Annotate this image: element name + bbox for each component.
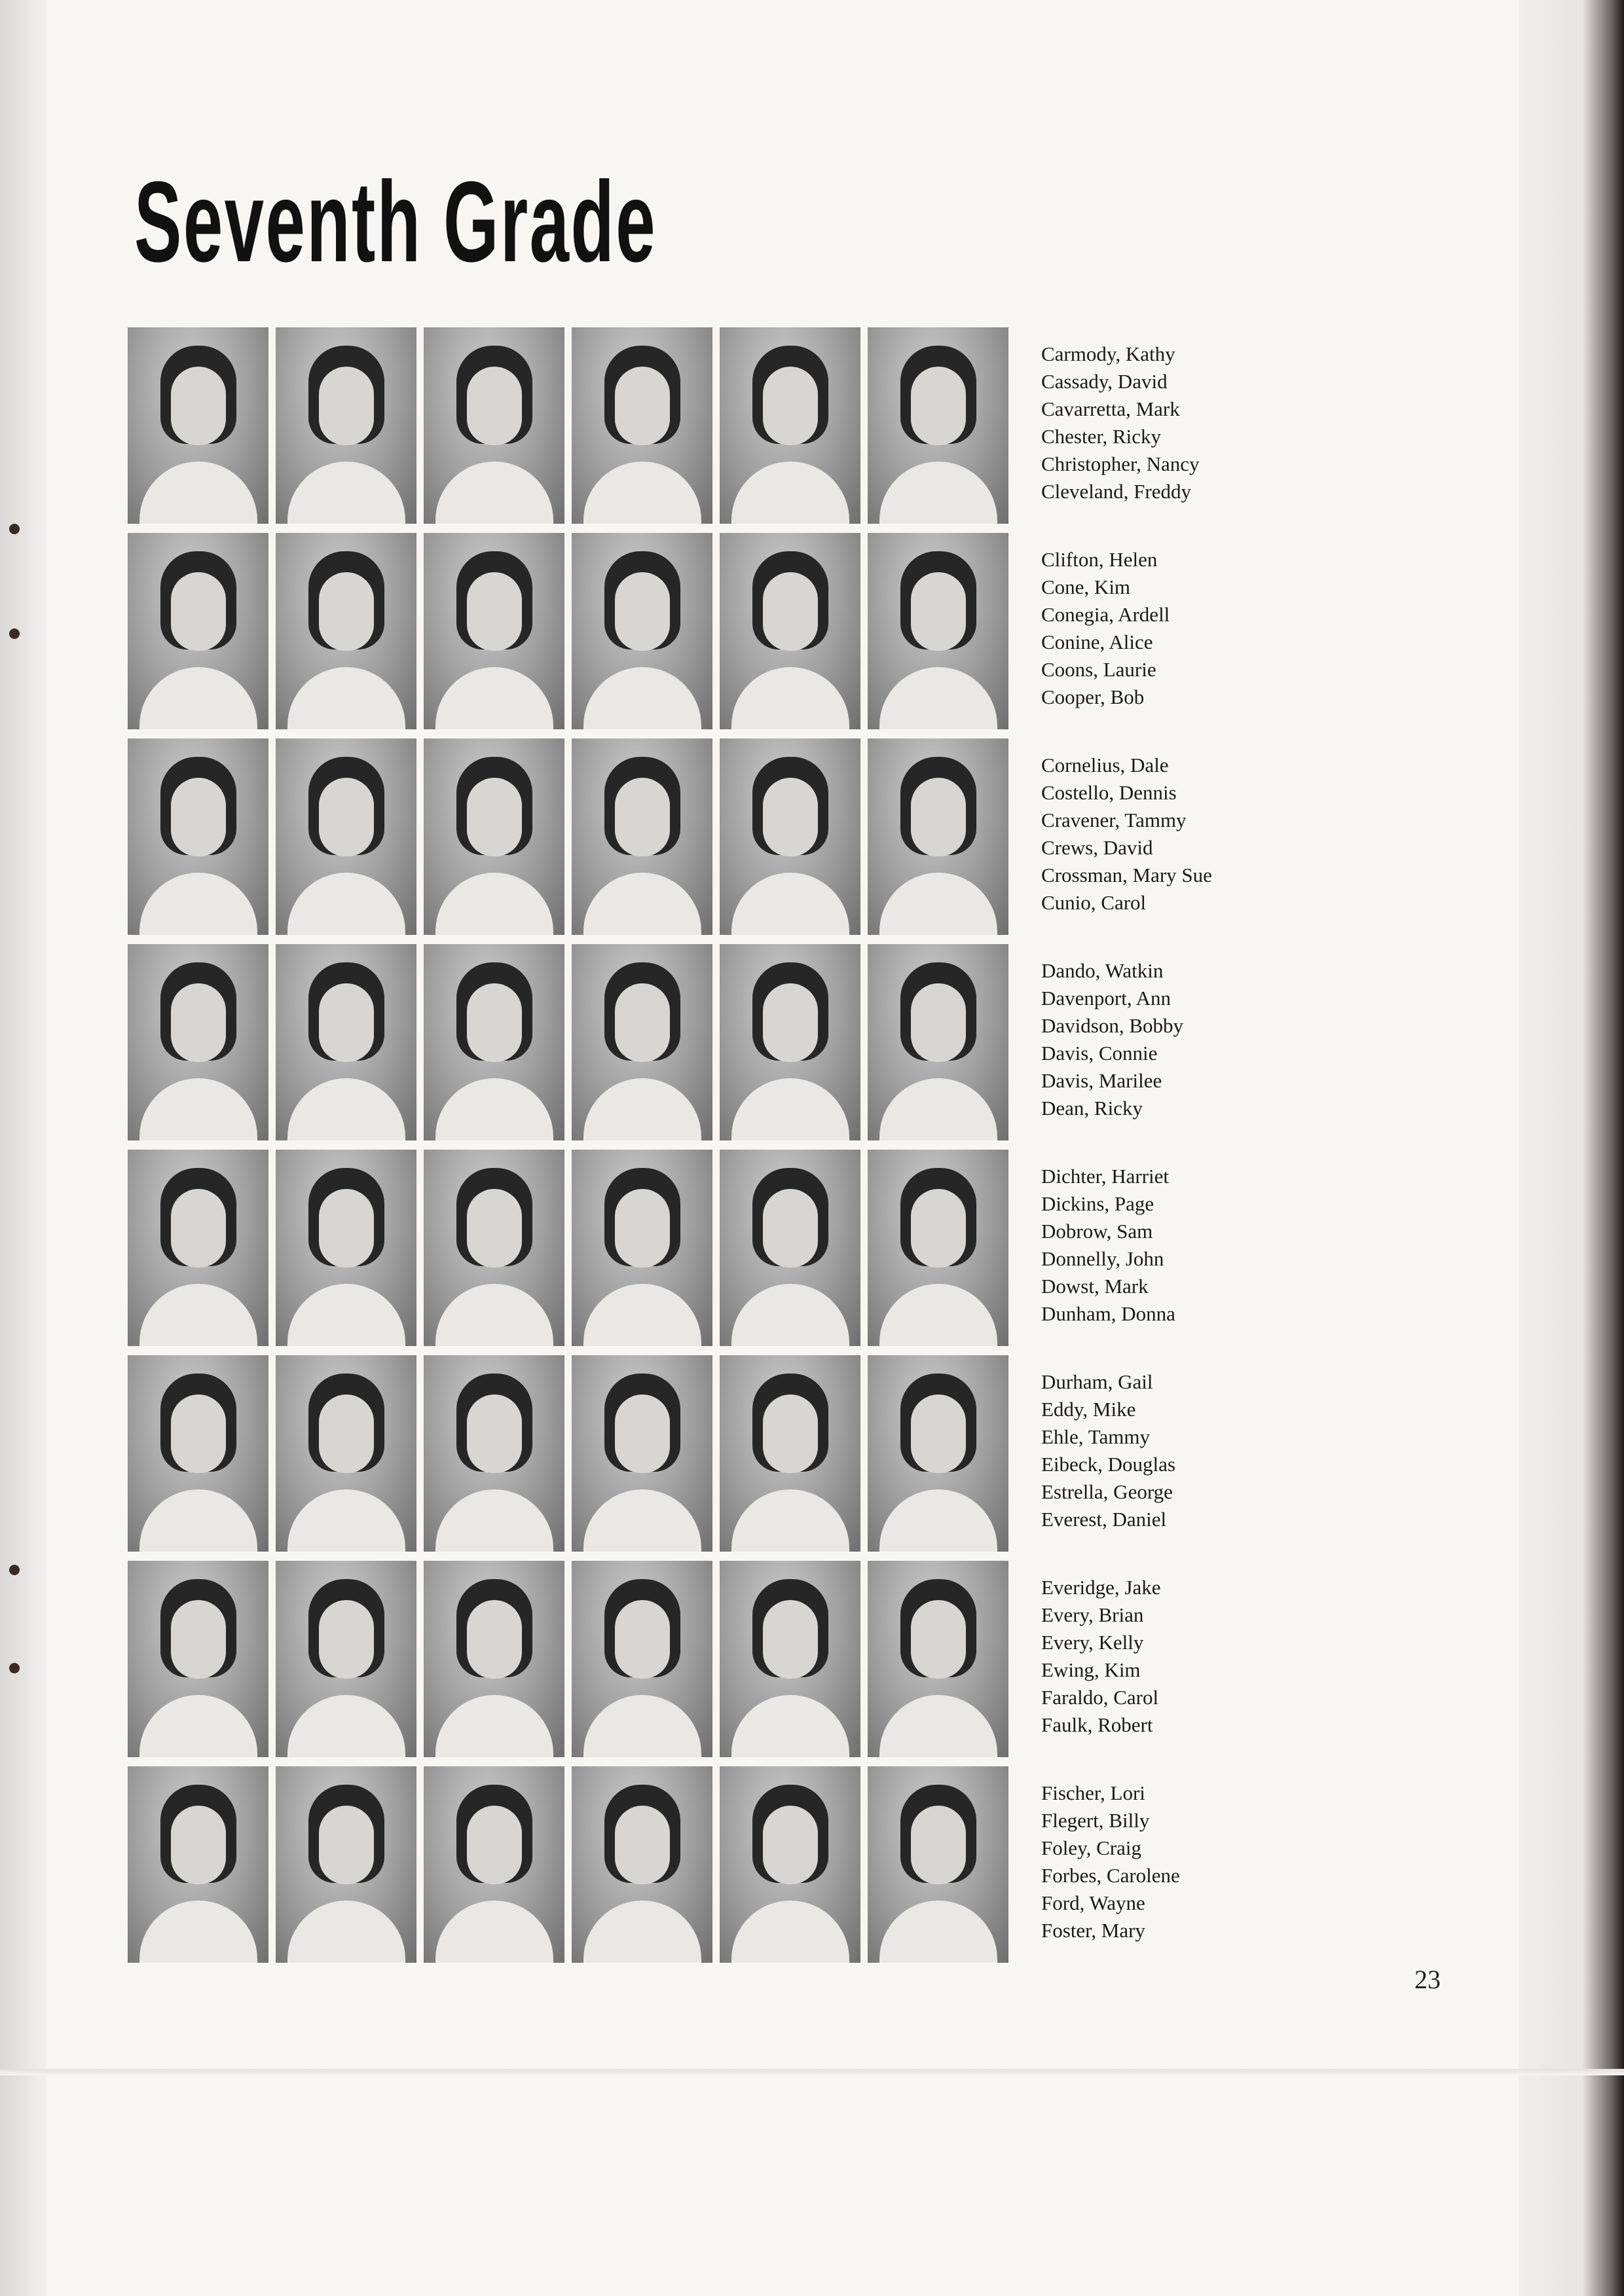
portrait-face: [615, 1189, 670, 1267]
portrait-body-shape: [731, 667, 849, 729]
student-name: Faraldo, Carol: [1041, 1686, 1159, 1709]
student-portrait: [128, 533, 268, 729]
student-name: Crews, David: [1041, 836, 1153, 859]
student-name: Davidson, Bobby: [1041, 1014, 1183, 1037]
student-portrait: [424, 1355, 564, 1552]
name-group: [1041, 1163, 1434, 1359]
student-portrait: [720, 1355, 860, 1552]
portrait-body-shape: [879, 667, 997, 729]
portrait-body-shape: [731, 1078, 849, 1140]
portrait-body-shape: [583, 1284, 701, 1346]
student-portrait: [424, 738, 564, 935]
portrait-body-shape: [435, 1078, 553, 1140]
student-name: Cavarretta, Mark: [1041, 397, 1180, 420]
portrait-face: [763, 983, 818, 1062]
portrait-face: [615, 983, 670, 1062]
portrait-face: [171, 1600, 226, 1679]
student-portrait: [868, 533, 1008, 729]
portrait-body-shape: [583, 873, 701, 935]
portrait-face: [467, 1600, 522, 1679]
portrait-face: [319, 1600, 374, 1679]
portrait-body-shape: [731, 462, 849, 524]
student-portrait: [128, 1766, 268, 1963]
student-name: Foley, Craig: [1041, 1836, 1141, 1859]
student-portrait: [128, 738, 268, 935]
student-portrait: [276, 1766, 416, 1963]
portrait-face: [763, 367, 818, 445]
portrait-body-shape: [731, 1489, 849, 1552]
student-portrait: [424, 1766, 564, 1963]
student-name: Everest, Daniel: [1041, 1508, 1167, 1531]
student-portrait: [276, 944, 416, 1140]
student-portrait: [424, 1150, 564, 1346]
student-name: Flegert, Billy: [1041, 1809, 1150, 1832]
portrait-face: [319, 1806, 374, 1884]
portrait-face: [911, 983, 966, 1062]
portrait-face: [615, 572, 670, 651]
student-name: Cone, Kim: [1041, 575, 1131, 598]
portrait-body-shape: [139, 1695, 257, 1757]
portrait-body-shape: [879, 1901, 997, 1963]
name-list: [1041, 340, 1434, 1964]
portrait-face: [171, 778, 226, 856]
portrait-face: [763, 778, 818, 856]
student-name: Estrella, George: [1041, 1480, 1173, 1503]
portrait-face: [171, 367, 226, 445]
portrait-face: [911, 1189, 966, 1267]
portrait-face: [171, 572, 226, 651]
student-portrait: [276, 1150, 416, 1346]
page-bottom-fold: [0, 2069, 1624, 2075]
student-name: Eddy, Mike: [1041, 1398, 1136, 1421]
student-name: Every, Kelly: [1041, 1631, 1144, 1654]
portrait-body-shape: [731, 1284, 849, 1346]
portrait-body-shape: [139, 1489, 257, 1552]
student-name: Crossman, Mary Sue: [1041, 864, 1212, 886]
portrait-face: [615, 1600, 670, 1679]
student-portrait: [720, 533, 860, 729]
portrait-face: [763, 1600, 818, 1679]
student-portrait: [868, 327, 1008, 524]
student-name: Davis, Connie: [1041, 1042, 1158, 1065]
student-name: Chester, Ricky: [1041, 425, 1162, 448]
student-portrait: [868, 738, 1008, 935]
portrait-face: [911, 778, 966, 856]
portrait-face: [467, 367, 522, 445]
portrait-body-shape: [139, 873, 257, 935]
student-name: Dichter, Harriet: [1041, 1165, 1169, 1188]
student-name: Dowst, Mark: [1041, 1275, 1149, 1298]
student-name: Cornelius, Dale: [1041, 754, 1169, 776]
portrait-body-shape: [435, 1284, 553, 1346]
portrait-face: [467, 1189, 522, 1267]
portrait-face: [615, 778, 670, 856]
portrait-face: [911, 572, 966, 651]
student-name: Cooper, Bob: [1041, 685, 1145, 708]
student-name: Dean, Ricky: [1041, 1097, 1143, 1120]
student-portrait: [128, 327, 268, 524]
portrait-body-shape: [583, 462, 701, 524]
portrait-body-shape: [435, 1489, 553, 1552]
student-portrait: [572, 533, 712, 729]
student-name: Ewing, Kim: [1041, 1658, 1141, 1681]
portrait-body-shape: [287, 667, 405, 729]
portrait-body-shape: [583, 1695, 701, 1757]
portrait-face: [615, 1394, 670, 1473]
student-portrait: [572, 1150, 712, 1346]
student-portrait: [720, 738, 860, 935]
portrait-face: [467, 983, 522, 1062]
student-name: Cleveland, Freddy: [1041, 480, 1192, 503]
portrait-body-shape: [139, 1284, 257, 1346]
student-name: Eibeck, Douglas: [1041, 1453, 1175, 1476]
portrait-face: [467, 1806, 522, 1884]
portrait-body-shape: [435, 667, 553, 729]
student-portrait: [572, 327, 712, 524]
name-group: [1041, 752, 1434, 948]
student-portrait: [868, 1766, 1008, 1963]
portrait-body-shape: [435, 873, 553, 935]
student-portrait: [276, 533, 416, 729]
portrait-face: [319, 367, 374, 445]
portrait-body-shape: [435, 462, 553, 524]
student-name: Cunio, Carol: [1041, 891, 1147, 914]
name-group: [1041, 1574, 1434, 1770]
portrait-body-shape: [879, 1078, 997, 1140]
name-group: [1041, 1368, 1434, 1565]
student-portrait: [424, 1561, 564, 1757]
student-name: Ford, Wayne: [1041, 1891, 1145, 1914]
binding-hole: [9, 629, 20, 639]
portrait-face: [911, 367, 966, 445]
portrait-face: [763, 1394, 818, 1473]
portrait-face: [763, 1189, 818, 1267]
name-group: [1041, 546, 1434, 742]
student-portrait: [276, 1355, 416, 1552]
student-portrait: [128, 1355, 268, 1552]
portrait-face: [319, 1189, 374, 1267]
student-name: Everidge, Jake: [1041, 1576, 1161, 1599]
portrait-body-shape: [879, 462, 997, 524]
page-edge: [1519, 0, 1624, 2296]
student-portrait: [868, 1561, 1008, 1757]
portrait-body-shape: [583, 1489, 701, 1552]
portrait-body-shape: [287, 1078, 405, 1140]
portrait-body-shape: [879, 1695, 997, 1757]
student-name: Carmody, Kathy: [1041, 342, 1175, 365]
student-name: Forbes, Carolene: [1041, 1864, 1180, 1887]
student-name: Davis, Marilee: [1041, 1069, 1162, 1092]
student-name: Coons, Laurie: [1041, 658, 1156, 681]
portrait-face: [911, 1600, 966, 1679]
portrait-face: [171, 1394, 226, 1473]
student-portrait: [720, 327, 860, 524]
portrait-body-shape: [139, 667, 257, 729]
student-portrait: [572, 1355, 712, 1552]
portrait-face: [171, 983, 226, 1062]
student-portrait: [128, 1561, 268, 1757]
student-portrait: [572, 1561, 712, 1757]
binding-hole: [9, 524, 20, 534]
student-name: Fischer, Lori: [1041, 1781, 1145, 1804]
portrait-body-shape: [287, 1901, 405, 1963]
portrait-body-shape: [139, 1901, 257, 1963]
portrait-face: [319, 1394, 374, 1473]
student-portrait: [424, 533, 564, 729]
page-number: 23: [1414, 1965, 1441, 1994]
portrait-body-shape: [139, 1078, 257, 1140]
student-name: Costello, Dennis: [1041, 781, 1177, 804]
page-binding-shadow: [0, 0, 46, 2296]
binding-hole: [9, 1565, 20, 1575]
student-name: Dobrow, Sam: [1041, 1220, 1153, 1243]
portrait-face: [615, 367, 670, 445]
portrait-body-shape: [583, 667, 701, 729]
student-name: Every, Brian: [1041, 1603, 1144, 1626]
portrait-face: [467, 572, 522, 651]
student-portrait: [276, 1561, 416, 1757]
student-name: Clifton, Helen: [1041, 548, 1158, 571]
portrait-body-shape: [287, 1695, 405, 1757]
student-name: Cravener, Tammy: [1041, 809, 1187, 831]
student-portrait: [128, 1150, 268, 1346]
name-group: [1041, 957, 1434, 1154]
portrait-face: [467, 778, 522, 856]
student-name: Cassady, David: [1041, 370, 1168, 393]
portrait-face: [319, 778, 374, 856]
portrait-body-shape: [879, 873, 997, 935]
portrait-body-shape: [731, 873, 849, 935]
student-name: Dando, Watkin: [1041, 959, 1164, 982]
student-portrait: [276, 327, 416, 524]
portrait-face: [319, 983, 374, 1062]
portrait-body-shape: [287, 462, 405, 524]
portrait-body-shape: [287, 873, 405, 935]
portrait-body-shape: [879, 1284, 997, 1346]
portrait-body-shape: [435, 1901, 553, 1963]
student-name: Dunham, Donna: [1041, 1302, 1175, 1325]
portrait-body-shape: [583, 1901, 701, 1963]
student-portrait: [868, 1355, 1008, 1552]
portrait-face: [911, 1394, 966, 1473]
student-name: Christopher, Nancy: [1041, 452, 1200, 475]
name-group: [1041, 340, 1434, 537]
portrait-body-shape: [731, 1901, 849, 1963]
student-name: Conegia, Ardell: [1041, 603, 1170, 626]
portrait-body-shape: [879, 1489, 997, 1552]
student-portrait: [720, 1150, 860, 1346]
student-portrait: [572, 738, 712, 935]
page-title: Seventh Grade: [134, 158, 657, 286]
student-portrait: [572, 944, 712, 1140]
portrait-face: [911, 1806, 966, 1884]
portrait-grid: [128, 327, 1008, 1967]
portrait-face: [763, 1806, 818, 1884]
portrait-face: [763, 572, 818, 651]
student-portrait: [868, 944, 1008, 1140]
student-portrait: [720, 1766, 860, 1963]
portrait-face: [467, 1394, 522, 1473]
portrait-body-shape: [287, 1489, 405, 1552]
portrait-body-shape: [139, 462, 257, 524]
student-name: Foster, Mary: [1041, 1919, 1145, 1942]
student-name: Ehle, Tammy: [1041, 1425, 1151, 1448]
student-name: Davenport, Ann: [1041, 987, 1172, 1010]
student-portrait: [128, 944, 268, 1140]
student-name: Dickins, Page: [1041, 1192, 1154, 1215]
student-name: Donnelly, John: [1041, 1247, 1164, 1270]
student-portrait: [720, 944, 860, 1140]
student-name: Conine, Alice: [1041, 630, 1153, 653]
portrait-face: [615, 1806, 670, 1884]
student-portrait: [276, 738, 416, 935]
student-portrait: [424, 944, 564, 1140]
portrait-body-shape: [731, 1695, 849, 1757]
portrait-body-shape: [583, 1078, 701, 1140]
portrait-face: [319, 572, 374, 651]
portrait-body-shape: [287, 1284, 405, 1346]
binding-hole: [9, 1663, 20, 1673]
student-portrait: [572, 1766, 712, 1963]
student-name: Faulk, Robert: [1041, 1713, 1153, 1736]
name-group: [1041, 1779, 1434, 1976]
portrait-body-shape: [435, 1695, 553, 1757]
portrait-face: [171, 1806, 226, 1884]
student-name: Durham, Gail: [1041, 1370, 1153, 1393]
student-portrait: [868, 1150, 1008, 1346]
portrait-face: [171, 1189, 226, 1267]
student-portrait: [424, 327, 564, 524]
student-portrait: [720, 1561, 860, 1757]
